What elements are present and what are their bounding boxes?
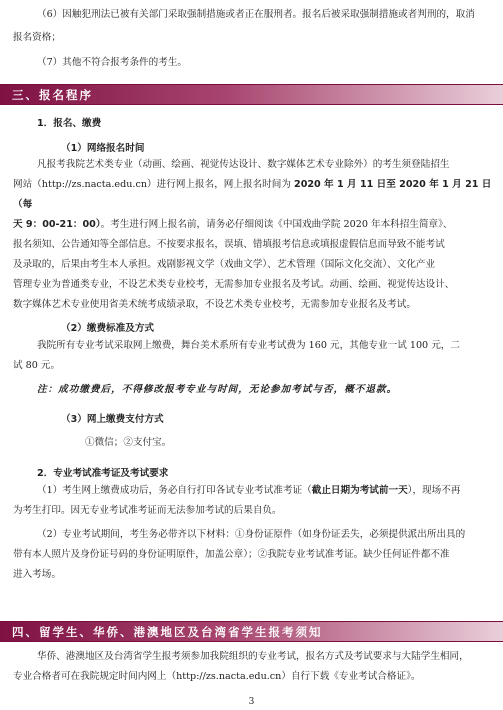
payment-methods: ①微信；②支付宝。: [85, 437, 172, 448]
online-registration-heading: （1）网络报名时间: [61, 143, 145, 154]
section-4-line-2: [13, 667, 499, 687]
section-3-banner: [0, 84, 503, 105]
item-6-line-1: （6）因触犯刑法已被有关部门采取强制措施或者正在服刑者。报名后被采取强制措施或者判刑的，取消: [37, 9, 475, 20]
online-line-7: 数字媒体艺术专业使用省美术统考成绩录取，不设艺术类专业校考，无需参加专业报名及考试。: [13, 299, 416, 310]
online-line-1: 凡报考我院艺术类专业（动画、绘画、视觉传达设计、数字媒体艺术专业除外）的考生须登陆招生: [37, 159, 450, 170]
registration-site-link[interactable]: http://zs.nacta.edu.cn: [41, 179, 148, 190]
online-line-3: [13, 215, 499, 235]
req-1-line-1: [37, 481, 499, 501]
registration-period: 2020 年 1 月 11 日至 2020 年 1 月 21 日（每: [13, 179, 492, 210]
req-1-line-2: 为考生打印。因无专业考试准考证而无法参加考试的后果自负。: [13, 505, 282, 516]
online-line-2-text-b: ）进行网上报名，网上报名时间为: [147, 179, 295, 190]
section-4-banner: [0, 621, 503, 642]
download-site-link[interactable]: http://zs.nacta.edu.cn: [176, 671, 282, 682]
fee-no-refund-note: 注：成功缴费后，不得修改报考专业与时间，无论参加考试与否，概不退款。: [37, 384, 398, 395]
section-4-line-2-text-a: 专业合格者可在我院规定时间内网上（: [13, 671, 177, 682]
online-line-5: 及录取的，后果由考生本人承担。戏剧影视文学（戏曲文学）、艺术管理（国际文化交流）、文化产业: [13, 259, 436, 270]
item-6-line-2: 报名资格；: [13, 32, 61, 43]
print-deadline: 截止日期为考试前一天: [311, 485, 408, 496]
online-line-6: 管理专业为普通类专业，不设艺术类专业校考，无需参加专业报名及考试。动画、绘画、视觉传达设计、: [13, 279, 455, 290]
item-7: （7）其他不符合报考条件的考生。: [37, 57, 188, 68]
exam-requirements: [13, 481, 499, 585]
online-line-3-text: 。考生进行网上报名前，请务必仔细阅读《中国戏曲学院 2020 年本科招生简章》、: [100, 219, 453, 230]
req-1-text-b: ），现场不再: [407, 485, 461, 496]
section-4-body: [13, 647, 499, 687]
subsection-1-heading: 1．报名、缴费: [37, 118, 102, 129]
section-4-line-1: 华侨、港澳地区及台湾省学生报考须参加我院组织的专业考试，报名方式及考试要求与大陆学生相同，: [37, 651, 469, 662]
fee-heading: （2）缴费标准及方式: [61, 323, 155, 334]
payment-methods-heading: （3）网上缴费支付方式: [61, 414, 164, 425]
req-2-line-1: （2）专业考试期间，考生务必带齐以下材料：①身份证原件（如身份证丢失，必须提供派出所出具的: [37, 529, 466, 540]
page-number: 3: [248, 697, 255, 707]
req-2-line-2: 带有本人照片及身份证号码的身份证明原件，加盖公章）；②我院专业考试准考证。缺少任何证件都不准: [13, 549, 450, 560]
online-line-4: 报名须知、公告通知等全部信息。不按要求报名，误填、错填报考信息或填报虚假信息而导致不能考试: [13, 239, 445, 250]
req-2-line-3: 进入考场。: [13, 569, 61, 580]
fee-body: [13, 336, 499, 376]
online-registration-body: [13, 155, 499, 315]
fee-line-1: 我院所有专业考试采取网上缴费，舞台美术系所有专业考试费为 160 元，其他专业一试 100 元，二: [37, 340, 460, 351]
section-4-title: 四、留学生、华侨、港澳地区及台湾省学生报考须知: [12, 625, 323, 639]
registration-hours: 天 9：00-21：00）: [13, 219, 101, 230]
fee-line-2: 试 80 元。: [13, 360, 61, 371]
online-line-2: [13, 175, 499, 215]
online-line-2-text-a: 网站（: [13, 179, 42, 190]
section-4-line-2-text-b: ）自行下载《专业考试合格证》。: [281, 671, 421, 682]
subsection-2-heading: 2．专业考试准考证及考试要求: [37, 468, 169, 479]
req-1-text-a: （1）考生网上缴费成功后，务必自行打印各试专业考试准考证（: [37, 485, 312, 496]
section-3-title: 三、报名程序: [12, 88, 93, 102]
